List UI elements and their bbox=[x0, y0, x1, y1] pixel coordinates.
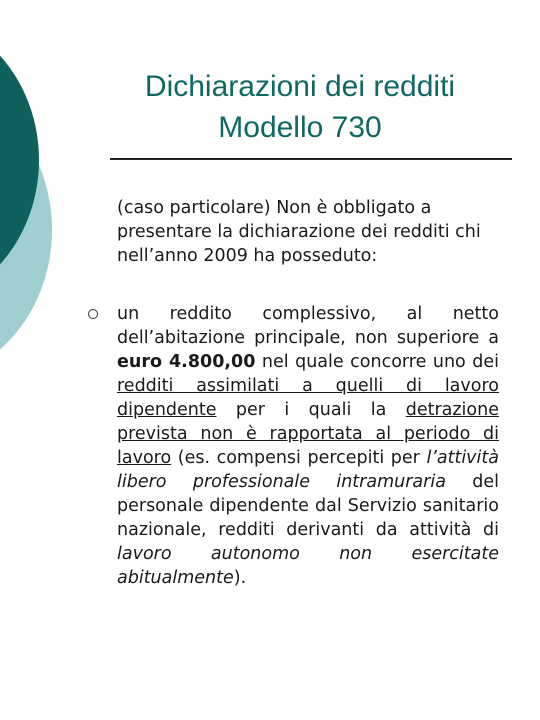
amount-text: euro 4.800,00 bbox=[117, 352, 256, 372]
italic-phrase-1: l’attività libero professionale intramuraria bbox=[117, 448, 499, 492]
title-divider bbox=[110, 158, 512, 160]
italic-phrase-2: lavoro autonomo non esercitate abitualmente bbox=[117, 544, 499, 588]
slide-title: Dichiarazioni dei redditi bbox=[144, 70, 456, 103]
decorative-side-shapes bbox=[0, 0, 60, 400]
underlined-phrase-1: redditi assimilati a quelli di lavoro dipendente bbox=[117, 376, 499, 420]
underlined-phrase-2: detrazione prevista non è rapportata al periodo di lavoro bbox=[117, 400, 499, 468]
bullet-circle-icon bbox=[88, 309, 98, 319]
slide-subtitle: Modello 730 bbox=[218, 111, 382, 144]
bullet-paragraph: un reddito complessivo, al netto dell’abitazione principale, non superiore a euro 4.800,00 nel quale concorre uno dei redditi assimilati a quelli di lavoro dipendente per i quali la detrazione prevista non è rapportata al periodo di lavoro (es. compensi percepiti per l’attività libero professionale intramuraria del personale dipendente dal Servizio sanitario nazionale, redditi derivanti da attività di lavoro autonomo non esercitate abitualmente). bbox=[117, 304, 499, 588]
intro-paragraph: (caso particolare) Non è obbligato a presentare la dichiarazione dei redditi chi nell’anno 2009 ha posseduto: bbox=[117, 198, 481, 266]
